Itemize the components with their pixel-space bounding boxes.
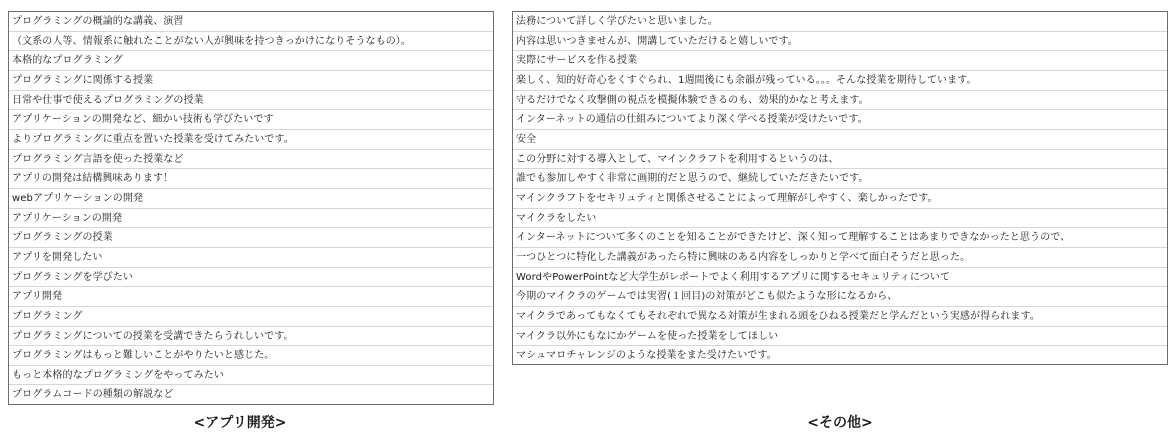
other-table xyxy=(512,11,1168,365)
table-row: 楽しく、知的好奇心をくすぐられ、1週間後にも余韻が残っている。。。そんな授業を期待しています。 xyxy=(513,71,1167,91)
table-row: 法務について詳しく学びたいと思いました。 xyxy=(513,12,1167,32)
table-row: マインクラフトをセキリュティと関係させることによって理解がしやすく、楽しかったです。 xyxy=(513,189,1167,209)
table-row: WordやPowerPointなど大学生がレポートでよく利用するアプリに関するセキュリティについて xyxy=(513,268,1167,288)
table-row: アプリケーションの開発 xyxy=(9,209,493,229)
table-row: プログラミングを学びたい xyxy=(9,268,493,288)
table-row: 本格的なプログラミング xyxy=(9,51,493,71)
table-row: プログラミングに関係する授業 xyxy=(9,71,493,91)
table-row: プログラミング xyxy=(9,307,493,327)
table-row: プログラミングについての授業を受講できたらうれしいです。 xyxy=(9,327,493,347)
table-row: プログラミングの授業 xyxy=(9,228,493,248)
table-row: 誰でも参加しやすく非常に画期的だと思うので、継続していただきたいです。 xyxy=(513,169,1167,189)
table-row: 内容は思いつきませんが、開講していただけると嬉しいです。 xyxy=(513,32,1167,52)
table-row: この分野に対する導入として、マインクラフトを利用するというのは、 xyxy=(513,150,1167,170)
table-row: マイクラ以外にもなにかゲームを使った授業をしてほしい xyxy=(513,327,1167,347)
table-row: webアプリケーションの開発 xyxy=(9,189,493,209)
table-row: アプリ開発 xyxy=(9,287,493,307)
table-row: プログラミングの概論的な講義、演習 xyxy=(9,12,493,32)
table-row: インターネットの通信の仕組みについてより深く学べる授業が受けたいです。 xyxy=(513,110,1167,130)
table-row: 安全 xyxy=(513,130,1167,150)
table-row: もっと本格的なプログラミングをやってみたい xyxy=(9,366,493,386)
table-row: よりプログラミングに重点を置いた授業を受けてみたいです。 xyxy=(9,130,493,150)
app-development-caption: <アプリ開発> xyxy=(193,415,287,431)
table-row: 日常や仕事で使えるプログラミングの授業 xyxy=(9,91,493,111)
table-row: インターネットについて多くのことを知ることができたけど、深く知って理解することはあまりできなかったと思うので、 xyxy=(513,228,1167,248)
table-row: プログラミングはもっと難しいことがやりたいと感じた。 xyxy=(9,346,493,366)
table-row: アプリケーションの開発など、細かい技術も学びたいです xyxy=(9,110,493,130)
app-development-table xyxy=(8,11,494,405)
table-row: マイクラをしたい xyxy=(513,209,1167,229)
table-row: 実際にサービスを作る授業 xyxy=(513,51,1167,71)
table-row: 守るだけでなく攻撃側の視点を模擬体験できるのも、効果的かなと考えます。 xyxy=(513,91,1167,111)
table-row: 今期のマイクラのゲームでは実習(１回目)の対策がどこも似たような形になるから、 xyxy=(513,287,1167,307)
table-row: アプリの開発は結構興味あります！ xyxy=(9,169,493,189)
table-row: マシュマロチャレンジのような授業をまた受けたいです。 xyxy=(516,350,777,362)
other-caption: <その他> xyxy=(807,415,873,431)
table-row: アプリを開発したい xyxy=(9,248,493,268)
table-row: マイクラであってもなくてもそれぞれで異なる対策が生まれる頭をひねる授業だと学んだという実感が得られます。 xyxy=(513,307,1167,327)
table-row: プログラムコードの種類の解説など xyxy=(12,389,174,401)
table-row: 一つひとつに特化した講義があったら特に興味のある内容をしっかりと学べて面白そうだと思った。 xyxy=(513,248,1167,268)
table-row: （文系の人等、情報系に触れたことがない人が興味を持つきっかけになりそうなもの）。 xyxy=(9,32,493,52)
table-row: プログラミング言語を使った授業など xyxy=(9,150,493,170)
